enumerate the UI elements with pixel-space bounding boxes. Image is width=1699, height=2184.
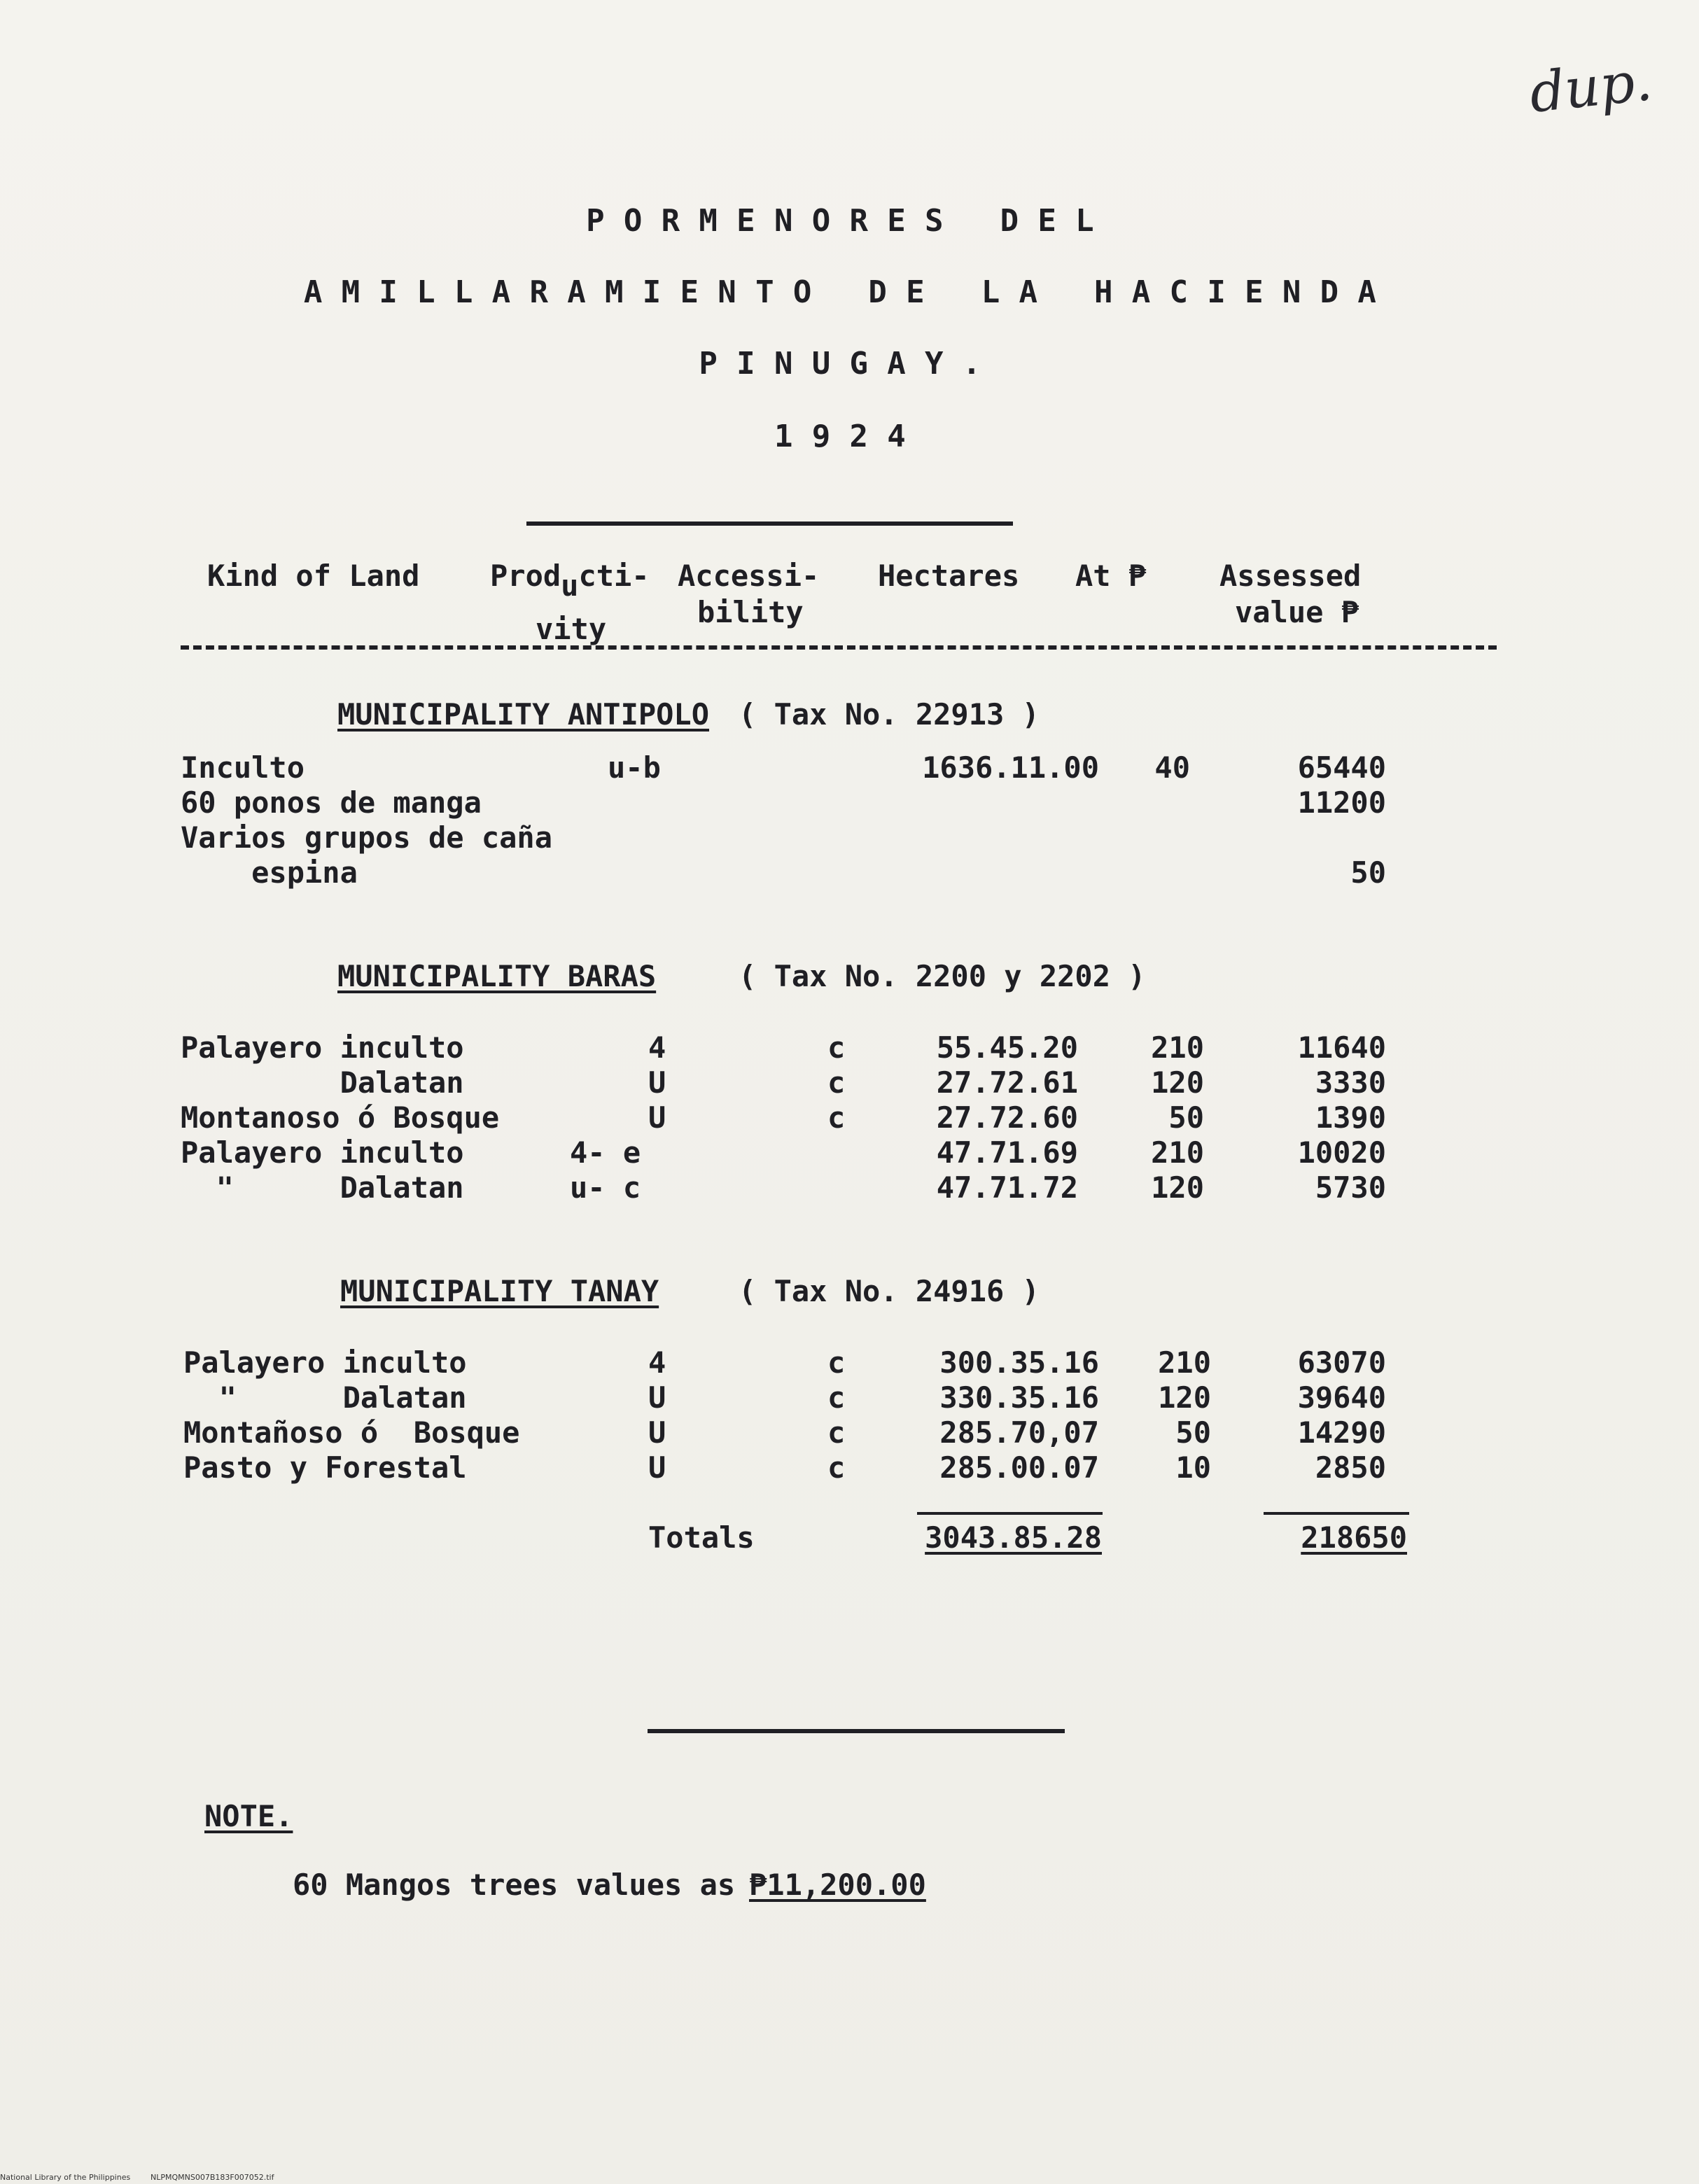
header-productivity-line2: vity xyxy=(536,612,607,646)
tax-no-tanay: ( Tax No. 24916 ) xyxy=(739,1274,1040,1308)
title-line-1: PORMENORES DEL xyxy=(586,203,1113,239)
header-at: At ₱ xyxy=(1075,559,1147,593)
section-heading-tanay: MUNICIPALITY TANAY xyxy=(340,1274,659,1308)
row-kind: Palayero inculto xyxy=(181,1135,464,1170)
section-heading-antipolo: MUNICIPALITY ANTIPOLO xyxy=(337,697,710,732)
footer-filename: NLPMQMNS007B183F007052.tif xyxy=(151,2173,274,2182)
note-text: 60 Mangos trees values as xyxy=(293,1868,736,1902)
row-rate: 120 xyxy=(1151,1170,1204,1205)
section-heading-baras: MUNICIPALITY BARAS xyxy=(337,959,657,993)
row-kind: Montanoso ó Bosque xyxy=(181,1100,500,1135)
row-assessed-value: 5730 xyxy=(1315,1170,1386,1205)
title-line-3: PINUGAY. xyxy=(699,346,1000,382)
totals-value-rule xyxy=(1264,1512,1409,1515)
header-assessed-line1: Assessed xyxy=(1219,559,1362,593)
totals-assessed-value: 218650 xyxy=(1301,1520,1407,1555)
row-accessibility: c xyxy=(827,1100,846,1135)
row-rate: 210 xyxy=(1158,1345,1211,1380)
row-productivity: u-b xyxy=(608,750,661,785)
row-kind: " Dalatan xyxy=(181,1170,464,1205)
row-assessed-value: 63070 xyxy=(1297,1345,1386,1380)
row-kind: Varios grupos de caña xyxy=(181,820,553,855)
handwritten-note: dup. xyxy=(1526,50,1656,125)
title-rule xyxy=(526,522,1013,526)
row-assessed-value: 14290 xyxy=(1297,1415,1386,1450)
title-line-2: AMILLARAMIENTO DE LA HACIENDA xyxy=(303,274,1396,310)
row-productivity: 4 xyxy=(648,1030,666,1065)
row-hectares: 47.71.72 xyxy=(936,1170,1078,1205)
row-kind: Palayero inculto xyxy=(181,1030,464,1065)
header-productivity: Producti- xyxy=(490,559,650,603)
title-year: 1924 xyxy=(774,419,925,454)
tax-no-baras: ( Tax No. 2200 y 2202 ) xyxy=(739,959,1146,993)
row-accessibility: c xyxy=(827,1450,846,1485)
row-hectares: 1636.11.00 xyxy=(922,750,1099,785)
header-accessibility-line1: Accessi- xyxy=(678,559,820,593)
row-assessed-value: 1390 xyxy=(1315,1100,1386,1135)
row-assessed-value: 39640 xyxy=(1297,1380,1386,1415)
header-hectares: Hectares xyxy=(878,559,1020,593)
row-accessibility: c xyxy=(827,1380,846,1415)
totals-hectares: 3043.85.28 xyxy=(925,1520,1102,1555)
row-rate: 40 xyxy=(1154,750,1190,785)
row-accessibility: c xyxy=(827,1415,846,1450)
row-kind: Inculto xyxy=(181,750,305,785)
row-kind: Palayero inculto xyxy=(183,1345,467,1380)
totals-hectares-rule xyxy=(917,1512,1103,1515)
row-rate: 210 xyxy=(1151,1135,1204,1170)
row-rate: 120 xyxy=(1158,1380,1211,1415)
footer-library: National Library of the Philippines xyxy=(0,2173,131,2182)
row-assessed-value: 10020 xyxy=(1297,1135,1386,1170)
header-assessed-line2: value ₱ xyxy=(1235,595,1359,629)
row-rate: 120 xyxy=(1151,1065,1204,1100)
row-rate: 50 xyxy=(1168,1100,1204,1135)
row-productivity: U xyxy=(648,1100,666,1135)
row-productivity: U xyxy=(648,1450,666,1485)
row-rate: 210 xyxy=(1151,1030,1204,1065)
header-kind-of-land: Kind of Land xyxy=(207,559,420,593)
row-kind: Pasto y Forestal xyxy=(183,1450,467,1485)
row-assessed-value: 11200 xyxy=(1297,785,1386,820)
row-accessibility: c xyxy=(827,1065,846,1100)
row-hectares: 285.70,07 xyxy=(939,1415,1099,1450)
row-rate: 10 xyxy=(1175,1450,1211,1485)
row-assessed-value: 65440 xyxy=(1297,750,1386,785)
row-kind: " Dalatan xyxy=(183,1380,467,1415)
row-kind: Dalatan xyxy=(181,1065,464,1100)
row-assessed-value: 3330 xyxy=(1315,1065,1386,1100)
note-amount: ₱11,200.00 xyxy=(749,1868,926,1902)
row-hectares: 330.35.16 xyxy=(939,1380,1099,1415)
header-dashed-rule xyxy=(181,645,1497,650)
row-hectares: 300.35.16 xyxy=(939,1345,1099,1380)
row-hectares: 285.00.07 xyxy=(939,1450,1099,1485)
tax-no-antipolo: ( Tax No. 22913 ) xyxy=(739,697,1040,732)
row-assessed-value: 50 xyxy=(1350,855,1386,890)
row-kind: Montañoso ó Bosque xyxy=(183,1415,520,1450)
row-hectares: 55.45.20 xyxy=(936,1030,1078,1065)
note-heading: NOTE. xyxy=(204,1799,293,1833)
row-productivity: U xyxy=(648,1065,666,1100)
row-productivity: U xyxy=(648,1380,666,1415)
row-accessibility: c xyxy=(827,1345,846,1380)
totals-label: Totals xyxy=(648,1520,755,1555)
row-productivity: 4 xyxy=(648,1345,666,1380)
row-kind: 60 ponos de manga xyxy=(181,785,482,820)
row-productivity: 4- e xyxy=(570,1135,641,1170)
row-accessibility: c xyxy=(827,1030,846,1065)
header-accessibility-line2: bility xyxy=(697,595,804,629)
row-kind: espina xyxy=(181,855,358,890)
row-hectares: 27.72.60 xyxy=(936,1100,1078,1135)
row-rate: 50 xyxy=(1175,1415,1211,1450)
closing-rule xyxy=(648,1729,1065,1733)
row-assessed-value: 11640 xyxy=(1297,1030,1386,1065)
row-assessed-value: 2850 xyxy=(1315,1450,1386,1485)
row-productivity: u- c xyxy=(570,1170,641,1205)
row-hectares: 27.72.61 xyxy=(936,1065,1078,1100)
row-productivity: U xyxy=(648,1415,666,1450)
row-hectares: 47.71.69 xyxy=(936,1135,1078,1170)
